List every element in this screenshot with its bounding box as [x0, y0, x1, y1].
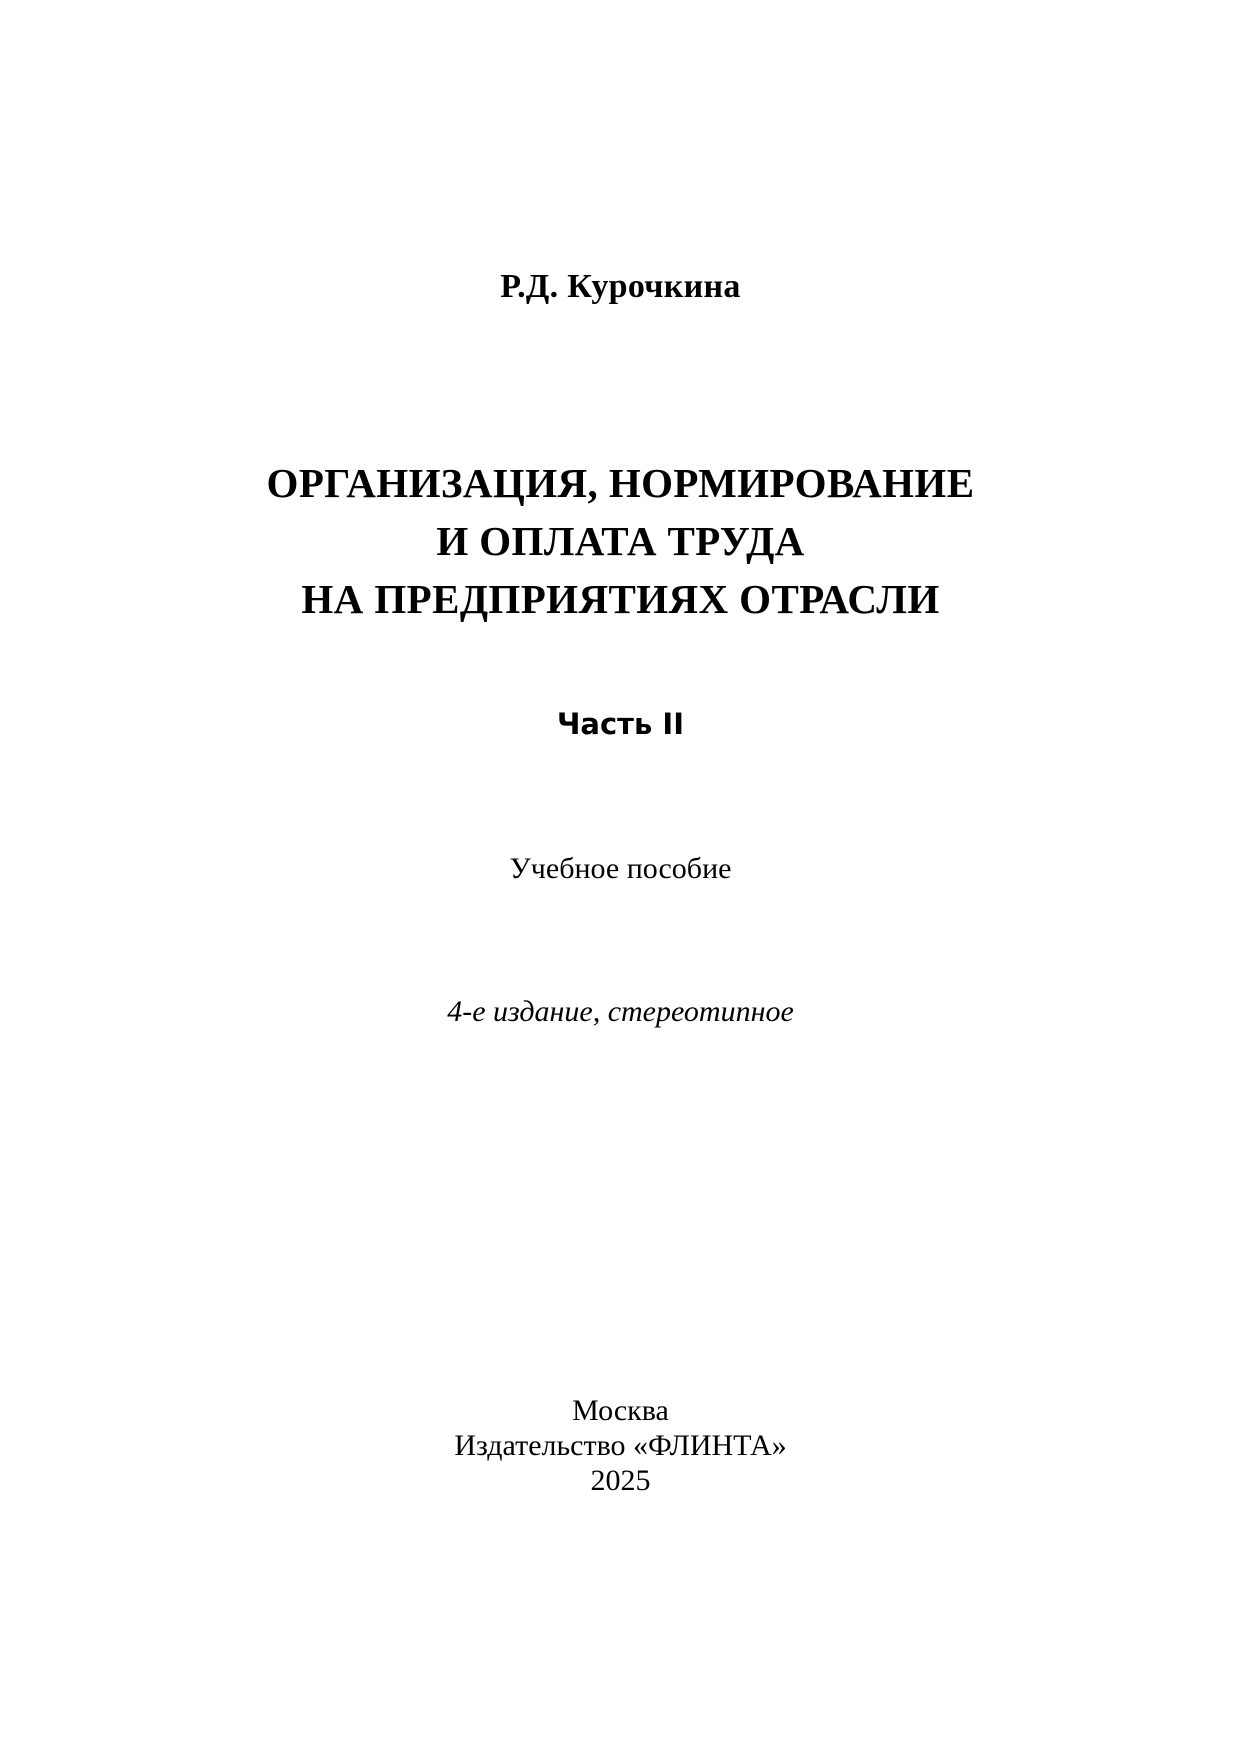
- title-line-3: НА ПРЕДПРИЯТИЯХ ОТРАСЛИ: [301, 576, 940, 622]
- imprint-publisher: Издательство «ФЛИНТА»: [454, 1429, 787, 1462]
- author-name: Р.Д. Курочкина: [500, 268, 741, 305]
- title-line-2: И ОПЛАТА ТРУДА: [436, 518, 805, 564]
- imprint-city: Москва: [572, 1394, 669, 1427]
- part-label: Часть II: [556, 707, 685, 741]
- imprint: [0, 1393, 1241, 1498]
- edition-note: 4-е издание, стереотипное: [447, 995, 794, 1028]
- imprint-year: 2025: [590, 1464, 651, 1497]
- book-title: [0, 454, 1241, 628]
- title-line-1: ОРГАНИЗАЦИЯ, НОРМИРОВАНИЕ: [266, 460, 975, 506]
- publication-type: Учебное пособие: [509, 852, 732, 885]
